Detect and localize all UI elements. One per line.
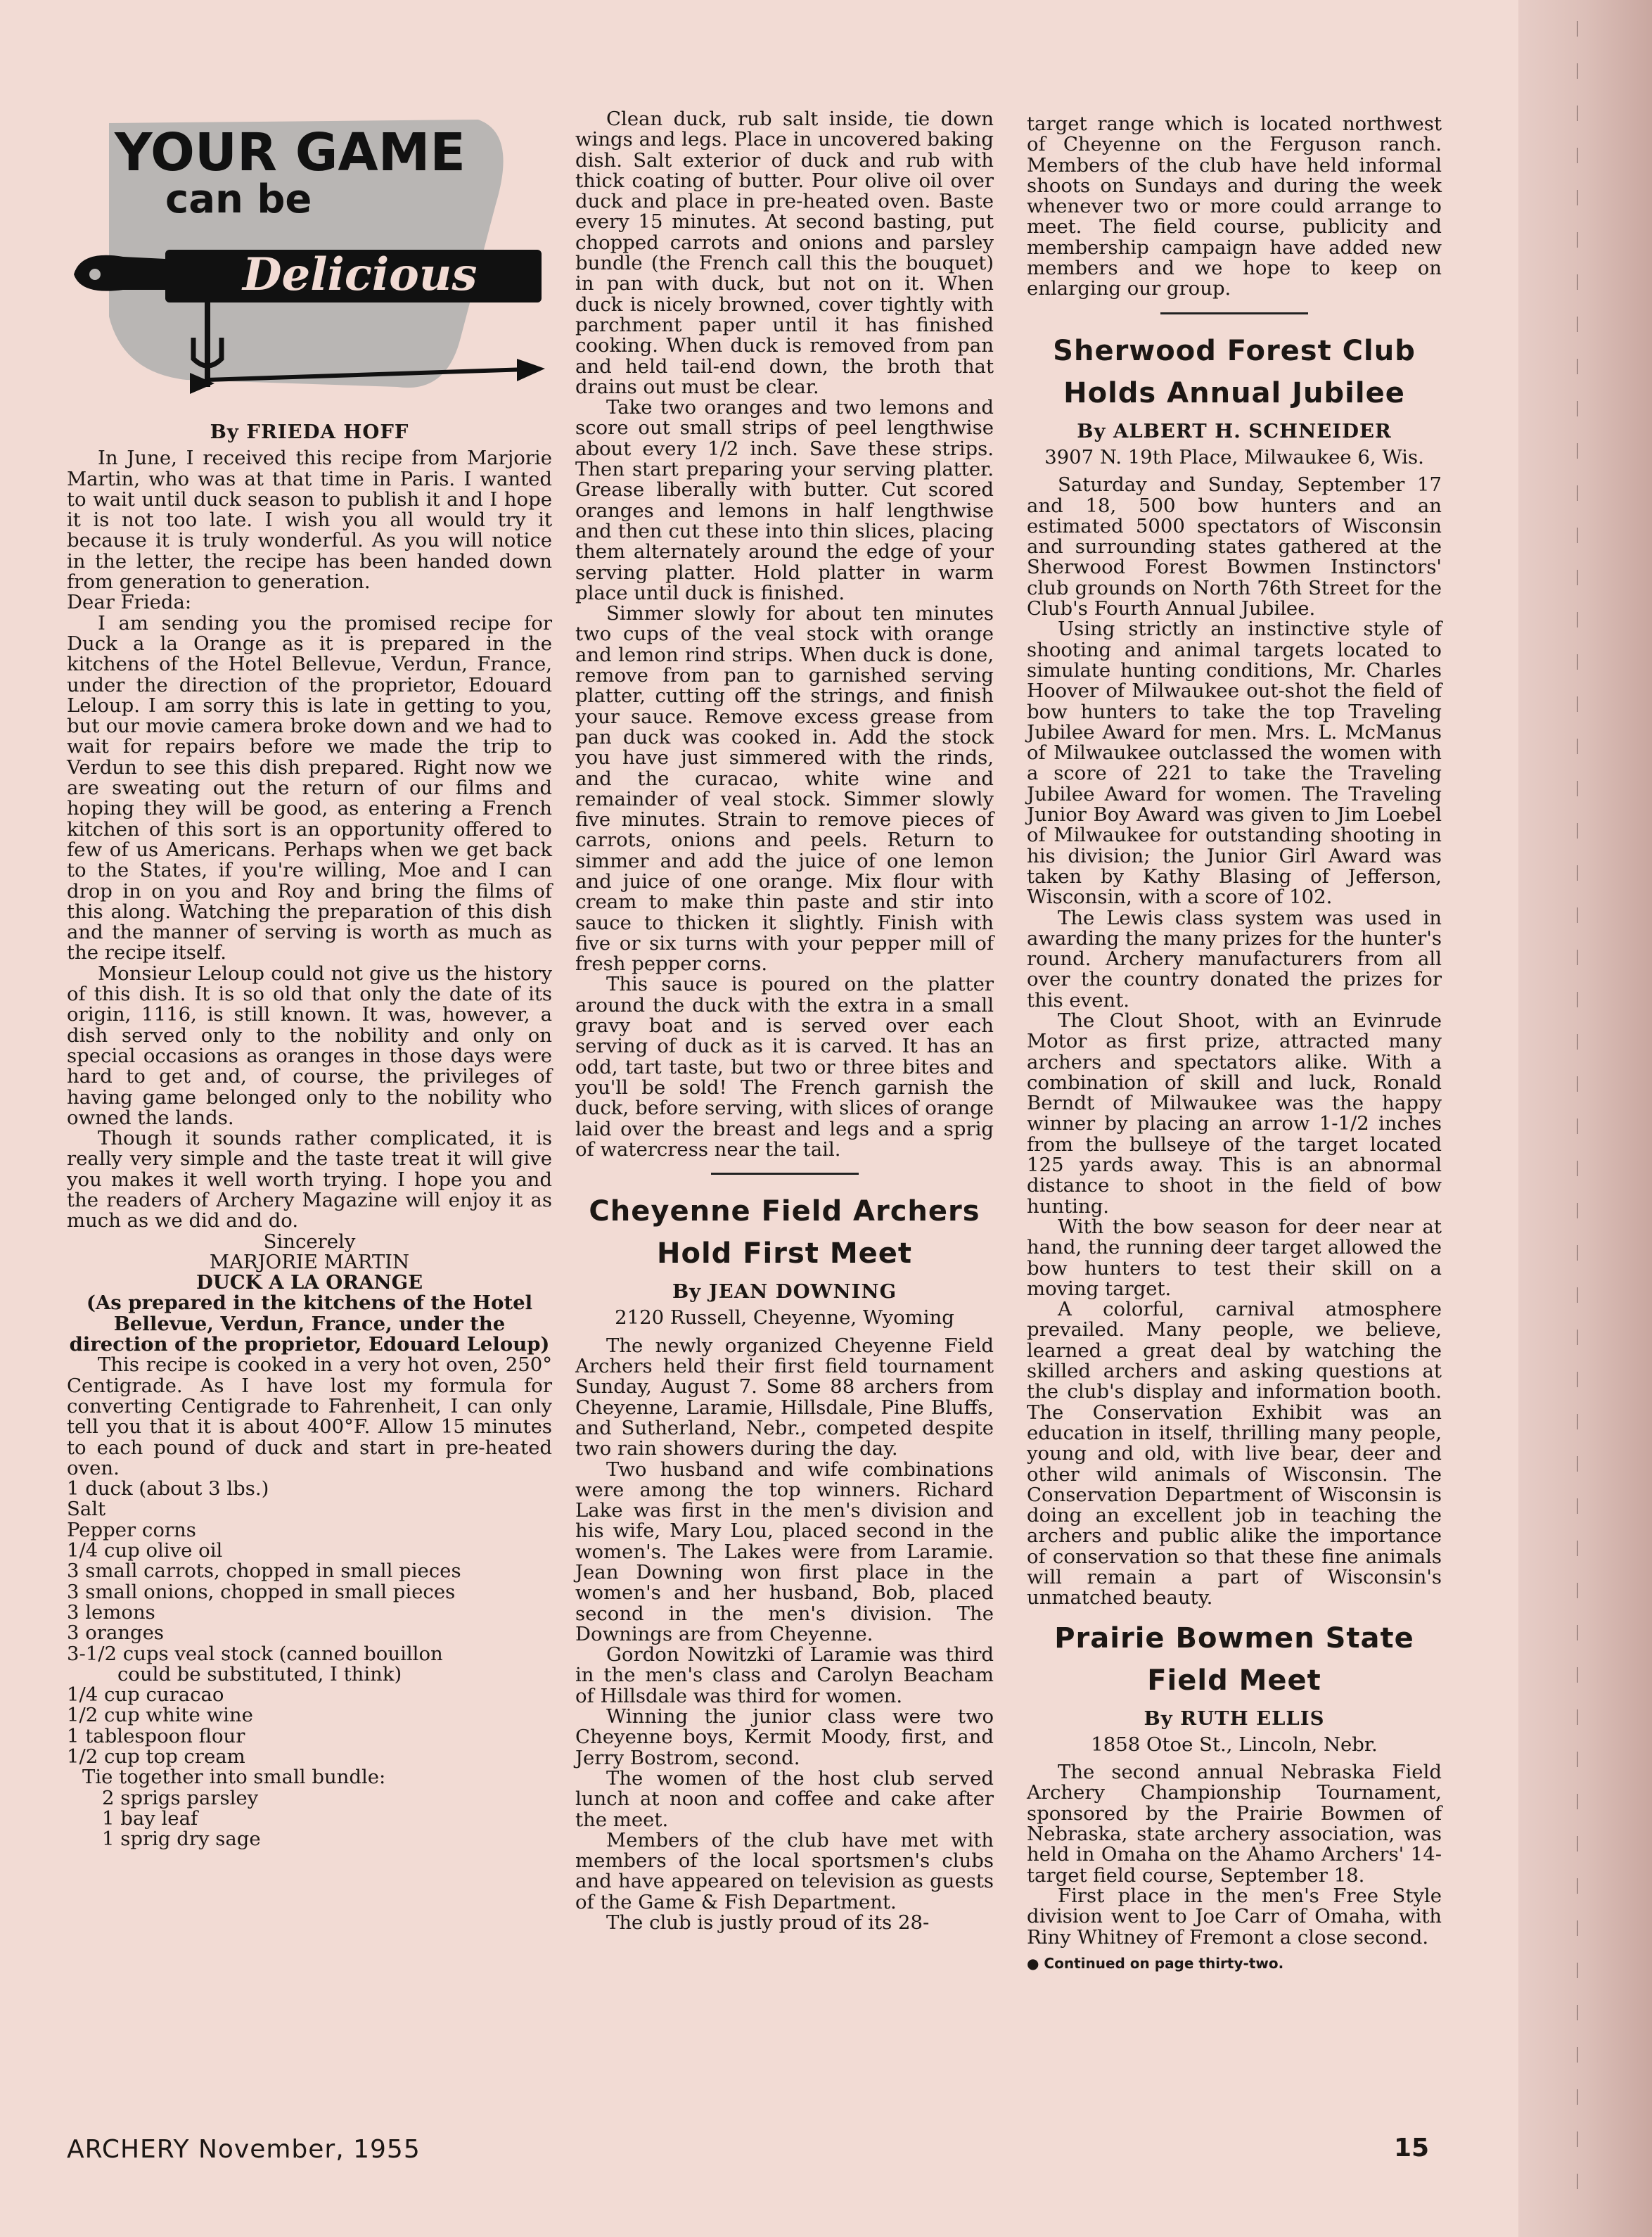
article2-p3: Gordon Nowitzki of Laramie was third in the men's class and Carolyn Beacham of Hillsdale was third for women.: [575, 1643, 994, 1707]
recipe-step-4: This sauce is poured on the platter around the duck with the extra in a small gravy boat and is served over each serving of duck as it is carved. It has an odd, tart taste, but two or three bites and you'll be sold! The French garnish the duck, before serving, with slices of orange laid over the breast and legs and a sprig of watercress near the tail.: [575, 973, 994, 1161]
bundle-item: 2 sprigs parsley: [102, 1786, 259, 1809]
logo-line2: can be: [165, 177, 312, 222]
article2-byline: By JEAN DOWNING: [672, 1280, 897, 1304]
recipe-subtitle: (As prepared in the kitchens of the Hotel Bellevue, Verdun, France, under the direction of the proprietor, Edouard Leloup): [69, 1292, 550, 1356]
article3-headline-2: Holds Annual Jubilee: [1063, 376, 1405, 409]
page-spine-shadow: [1518, 0, 1652, 2237]
article2-headline-1: Cheyenne Field Archers: [589, 1195, 980, 1228]
ingredient-item: 1 duck (about 3 lbs.): [67, 1477, 269, 1500]
article4-address: 1858 Otoe St., Lincoln, Nebr.: [1091, 1733, 1378, 1756]
column-2: [575, 109, 994, 1933]
article2-cont-p1: target range which is located northwest of Cheyenne on the Ferguson ranch. Members of the club have held informal shoots on Sundays and during the week whenever two or more could arrange to meet. The field course, publicity and membership campaign have added new members and we hope to keep on enlarging our group.: [1027, 113, 1442, 300]
article2-p5: The women of the host club served lunch at noon and coffee and cake after the meet.: [575, 1766, 994, 1831]
article1-byline: By FRIEDA HOFF: [210, 421, 409, 443]
logo-line1: YOUR GAME: [115, 122, 466, 183]
article3-p4: The Clout Shoot, with an Evinrude Motor as first prize, attracted many archers and spectators alike. With a combination of skill and luck, Ronald Berndt of Milwaukee was the happy winner by placing an arrow 1-1/2 inches from the bullseye of the target located 125 yards away. This is an abnormal distance to shoot in the field of bow hunting.: [1027, 1009, 1442, 1218]
article1-p4: This recipe is cooked in a very hot oven, 250° Centigrade. As I have lost my formula for converting Centigrade to Fahrenheit, I can only tell you that it is about 400°F. Allow 15 minutes to each pound of duck and start in pre-heated oven.: [67, 1353, 552, 1479]
footer-publication: ARCHERY November, 1955: [67, 2135, 421, 2164]
article2-headline-2: Hold First Meet: [656, 1237, 913, 1270]
ingredient-item: 1/2 cup white wine: [67, 1704, 253, 1727]
ingredient-item: Pepper corns: [67, 1518, 196, 1541]
article1-p2: Monsieur Leloup could not give us the history of this dish. It is so old that only the date of its origin, 1116, is still known. It was, however, a dish served only to the nobility and only on special occasions as oranges in those days were hard to get and, of course, the privileges of having game belonged only to the nobility who owned the lands.: [67, 962, 552, 1129]
article2-p4: Winning the junior class were two Cheyenne boys, Kermit Moody, first, and Jerry Bostrom, second.: [575, 1705, 994, 1769]
logo-line3: Delicious: [243, 248, 478, 301]
article1-intro: In June, I received this recipe from Marjorie Martin, who was at that time in Paris. I wanted to wait until duck season to publish it and I hope it is not too late. I wish you all would try it because it is truly wonderful. As you will notice in the letter, the recipe has been handed down from generation to generation.: [67, 447, 552, 594]
article-divider: [711, 1173, 859, 1175]
article2-p2: Two husband and wife combinations were among the top winners. Richard Lake was first in the men's division and his wife, Mary Lou, placed second in the women's. The Lakes were from Laramie. Jean Downing won first place in the women's and her husband, Bob, placed second in the men's division. The Downings are from Cheyenne.: [575, 1458, 994, 1645]
your-game-logo: [67, 106, 552, 415]
ingredient-item: 1 tablespoon flour: [67, 1724, 245, 1747]
recipe-step-2: Take two oranges and two lemons and score out small strips of peel lengthwise about every 1/2 inch. Save these strips. Then start preparing your serving platter. Grease liberally with butter. Cut scored oranges and lemons in half lengthwise and then cut these into thin slices, placing them alternately around the edge of your serving platter. Hold platter in warm place until duck is finished.: [575, 396, 994, 604]
continued-note: ● Continued on page thirty-two.: [1027, 1954, 1284, 1972]
article2-p7: The club is justly proud of its 28-: [606, 1911, 930, 1935]
article4-headline-2: Field Meet: [1147, 1664, 1321, 1697]
column-1: [67, 415, 552, 1849]
article3-address: 3907 N. 19th Place, Milwaukee 6, Wis.: [1044, 445, 1424, 469]
article4-byline: By RUTH ELLIS: [1144, 1707, 1325, 1730]
ingredient-item-continued: could be substituted, I think): [117, 1662, 402, 1685]
article1-p3: Though it sounds rather complicated, it is really very simple and the taste treat it will give you makes it well worth trying. I hope you and the readers of Archery Magazine will enjoy it as much as we did and do.: [67, 1127, 552, 1232]
ingredient-item: 1/4 cup olive oil: [67, 1539, 223, 1562]
article1-salutation: Dear Frieda:: [67, 591, 192, 614]
article3-p3: The Lewis class system was used in awarding the many prizes for the hunter's round. Archery manufacturers from all over the country donated the prizes for this event.: [1027, 906, 1442, 1012]
ingredient-item: 1/4 cup curacao: [67, 1683, 224, 1707]
article4-headline-1: Prairie Bowmen State: [1054, 1621, 1414, 1655]
article2-p1: The newly organized Cheyenne Field Archers held their first field tournament Sunday, August 7. Some 88 archers from Cheyenne, Laramie, Hillsdale, Pine Bluffs, and Sutherland, Nebr., competed despite two rain showers during the day.: [575, 1334, 994, 1460]
article3-p6: A colorful, carnival atmosphere prevailed. Many people, we believe, learned a great deal by watching the skilled archers and asking questions at the club's display and information booth. The Conservation Exhibit was an education in itself, thrilling many people, young and old, with live bear, deer and other wild animals of Wisconsin. The Conservation Department of Wisconsin is doing an excellent job in teaching the archers and public alike the importance of conservation so that these fine animals will remain a part of Wisconsin's unmatched beauty.: [1027, 1298, 1442, 1610]
page-number: 15: [1394, 2134, 1430, 2162]
recipe-step-1: Clean duck, rub salt inside, tie down wings and legs. Place in uncovered baking dish. Salt exterior of duck and rub with thick coating of butter. Pour olive oil over duck and place in pre-heated oven. Baste every 15 minutes. At second basting, put chopped carrots and onions and parsley bundle (the French call this the bouquet) in pan with duck, but not on it. When duck is nicely browned, cover tightly with parchment paper until it has finished cooking. When duck is removed from pan and held tail-end down, the broth that drains out must be clear.: [575, 108, 994, 398]
article1-p1: I am sending you the promised recipe for Duck a la Orange as it is prepared in the kitchens of the Hotel Bellevue, Verdun, France, under the direction of the proprietor, Edouard Leloup. I am sorry this is late in getting to you, but our movie camera broke down and we had to wait for repairs before we made the trip to Verdun to see this dish prepared. Right now we are sweating out the return of our films and hoping they will be good, as entering a French kitchen of this sort is an opportunity offered to few of us Americans. Perhaps when we get back to the States, if you're willing, Moe and I can drop in on you and Roy and bring the films of this along. Watching the preparation of this dish and the manner of serving is worth as much as the recipe itself.: [67, 611, 552, 964]
ingredient-item: 3 small onions, chopped in small pieces: [67, 1580, 456, 1603]
bundle-item: 1 bay leaf: [102, 1806, 198, 1830]
article3-p2: Using strictly an instinctive style of shooting and animal targets located to simulate hunting conditions, Mr. Charles Hoover of Milwaukee out-shot the field of bow hunters to take the top Traveling Jubilee Award for men. Mrs. L. McManus of Milwaukee outclassed the women with a score of 221 to take the Traveling Jubilee Award for women. The Traveling Junior Boy Award was given to Jim Loebel of Milwaukee for outstanding shooting in his division; the Junior Girl Award was taken by Kathy Blasing of Jefferson, Wisconsin, with a score of 102.: [1027, 618, 1442, 909]
article3-p5: With the bow season for deer near at hand, the running deer target allowed the bow hunters to test their skill on a moving target.: [1027, 1215, 1442, 1300]
article1-closing: Sincerely: [263, 1230, 356, 1253]
recipe-step-3: Simmer slowly for about ten minutes two cups of the veal stock with orange and lemon rind strips. When duck is done, remove from pan to garnished serving platter, cutting off the strings, and finish your sauce. Remove excess grease from pan duck was cooked in. Add the stock you have just simmered with the rinds, and the curacao, white wine and remainder of veal stock. Simmer slowly five minutes. Strain to remove pieces of carrots, onions and peels. Return to simmer and add the juice of one lemon and juice of one orange. Mix flour with cream to make thin paste and stir into sauce to thicken it slightly. Finish with five or six turns with your pepper mill of fresh pepper corns.: [575, 602, 994, 976]
binding-dash: [1577, 21, 1578, 2202]
article2-address: 2120 Russell, Cheyenne, Wyoming: [615, 1306, 954, 1330]
ingredient-item: 3 lemons: [67, 1600, 155, 1624]
article3-p1: Saturday and Sunday, September 17 and 18, 500 bow hunters and an estimated 5000 spectators of Wisconsin and surrounding states gathered at the Sherwood Forest Bowmen Instinctors' club grounds on North 76th Street for the Club's Fourth Annual Jubilee.: [1027, 473, 1442, 620]
bundle-item: 1 sprig dry sage: [102, 1828, 261, 1851]
article2-p6: Members of the club have met with members of the local sportsmen's clubs and have appeared on television as guests of the Game & Fish Department.: [575, 1828, 994, 1913]
article3-byline: By ALBERT H. SCHNEIDER: [1077, 419, 1392, 442]
article4-p2: First place in the men's Free Style division went to Joe Carr of Omaha, with Riny Whitney of Fremont a close second.: [1027, 1884, 1442, 1949]
column-3: [1027, 114, 1442, 1974]
ingredient-item: 3-1/2 cups veal stock (canned bouillon: [67, 1642, 443, 1665]
article3-headline-1: Sherwood Forest Club: [1053, 334, 1416, 367]
ingredient-item: 3 small carrots, chopped in small pieces: [67, 1560, 461, 1583]
ingredient-item: 1/2 cup top cream: [67, 1745, 245, 1768]
article-divider: [1160, 312, 1308, 314]
bundle-intro: Tie together into small bundle:: [82, 1766, 386, 1789]
article1-signer: MARJORIE MARTIN: [209, 1250, 410, 1273]
ingredient-item: Salt: [67, 1498, 106, 1521]
ingredient-item: 3 oranges: [67, 1621, 165, 1645]
article4-p1: The second annual Nebraska Field Archery Championship Tournament, sponsored by the Prairie Bowmen of Nebraska, state archery association, was held in Omaha on the Ahamo Archers' 14-target field course, September 18.: [1027, 1761, 1442, 1887]
ingredient-list: [67, 1479, 552, 1849]
recipe-title: DUCK A LA ORANGE: [196, 1271, 423, 1294]
